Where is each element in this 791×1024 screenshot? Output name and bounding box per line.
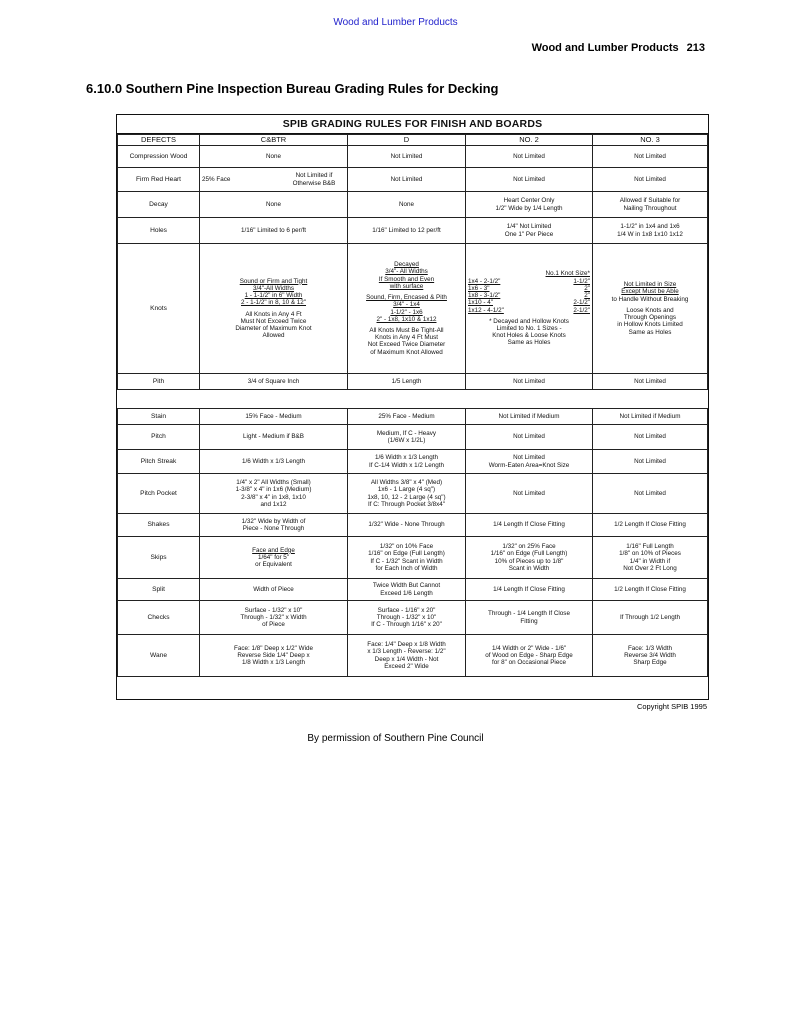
cell: [348, 244, 466, 374]
cell: [466, 244, 593, 374]
cell-line: Not Over 2 Ft Long: [623, 564, 677, 572]
cell: [466, 450, 593, 474]
defect-label: Wane: [118, 635, 200, 677]
table-row: [118, 192, 708, 218]
cell: [200, 635, 348, 677]
table-header-row: [118, 135, 708, 146]
cell-line: Fitting: [520, 617, 538, 625]
cell-line: Twice Width But Cannot: [372, 582, 441, 590]
cell-line: 3/4" - 1x4: [393, 301, 420, 309]
cell-line: 1/16" on Edge (Full Length): [490, 550, 568, 558]
cell-line: 1/32" on 10% Face: [379, 543, 434, 551]
cell: [466, 192, 593, 218]
cell-text: 25% Face: [202, 175, 231, 183]
cell-line: 1-1/2" - 1x6: [390, 308, 423, 316]
cell-line: 1x8 - 3-1/2": [468, 292, 501, 300]
cell-line: 1/64" for 5": [257, 553, 290, 561]
cell-line: of Wood on Edge - Sharp Edge: [485, 651, 573, 659]
cell: Width of Piece: [200, 579, 348, 601]
defect-label: Checks: [118, 601, 200, 635]
cell: [348, 601, 466, 635]
column-header-defects: DEFECTS: [118, 135, 200, 146]
cell-line: 3/4"-All Widths: [252, 284, 295, 292]
cell-line: 1/8" on 10% of Pieces: [619, 550, 681, 558]
cell-line: 2 - 1-1/2" in 8, 10 & 12": [240, 299, 307, 307]
column-header-cbtr: C&BTR: [200, 135, 348, 146]
table-row: [118, 218, 708, 244]
cell-line: 1/8 Width x 1/3 Length: [241, 659, 305, 667]
cell: 1/16" Limited to 6 per/ft: [200, 218, 348, 244]
cell-line: 1x6 - 3": [468, 284, 490, 292]
table-row: [118, 579, 708, 601]
knot-size-list: [468, 278, 590, 314]
cell: Not Limited: [466, 374, 593, 390]
cell: Not Limited: [593, 374, 708, 390]
cell-line: with surface: [389, 282, 424, 290]
cell-line: 1-3/8" x 4" in 1x6 (Medium): [235, 486, 312, 494]
cell-line: Medium, If C - Heavy: [376, 429, 437, 437]
column-header-d: D: [348, 135, 466, 146]
table-row: [118, 146, 708, 168]
cell-line: Through - 1/32" x 10": [376, 613, 437, 621]
cell-line: Same as Holes: [628, 328, 672, 336]
cell: 1/2 Length If Close Fitting: [593, 514, 708, 537]
cell-line: 1/4" Not Limited: [506, 223, 552, 231]
cell-line: Except Must be Able: [621, 288, 679, 296]
cell: [348, 425, 466, 450]
cell: [466, 218, 593, 244]
defect-label: Holes: [118, 218, 200, 244]
defect-label: Split: [118, 579, 200, 601]
table-row: [118, 514, 708, 537]
cell-line: 2-3/8" x 4" in 1x8, 1x10: [241, 493, 306, 501]
table-row: [118, 374, 708, 390]
cell-line: Not Exceed Twice Diameter: [367, 341, 446, 349]
cell-line: If C: Through Pocket 3/8x4": [367, 500, 446, 508]
cell-line: Allowed if Suitable for: [619, 197, 681, 205]
cell-line: 1/32" Wide by Width of: [241, 517, 306, 525]
cell: [200, 514, 348, 537]
cell-line: Same as Holes: [507, 339, 551, 347]
cell-line: Not Limited: [513, 454, 545, 462]
cell: [348, 579, 466, 601]
cell-line: to Handle Without Breaking: [611, 295, 689, 303]
cell-line: 1/2" Wide by 1/4 Length: [495, 204, 563, 212]
cell-line: of Piece: [262, 621, 285, 629]
cell-line: 3/4"- All Widths: [385, 268, 428, 276]
defect-label: Stain: [118, 409, 200, 425]
cell: [348, 537, 466, 579]
cell: Not Limited: [348, 168, 466, 192]
cell: 1/2 Length If Close Fitting: [593, 579, 708, 601]
defect-label: Knots: [118, 244, 200, 374]
cell-line: 2": [584, 292, 590, 300]
cell: Not Limited: [466, 425, 593, 450]
table-row: [118, 474, 708, 514]
cell-line: 2" - 1x8, 1x10 & 1x12: [376, 315, 437, 323]
cell-line: 1/4 W in 1x8 1x10 1x12: [617, 230, 683, 238]
cell-line: 1/16" Full Length: [626, 543, 674, 551]
cell: If Through 1/2 Length: [593, 601, 708, 635]
cell: Not Limited: [466, 168, 593, 192]
cell-line: Nailing Throughout: [623, 204, 677, 212]
cell-line: Surface - 1/16" x 20": [377, 606, 436, 614]
section-title: 6.10.0 Southern Pine Inspection Bureau Grading Rules for Decking: [86, 81, 499, 96]
cell-line: All Widths 3/8" x 4" (Med): [370, 479, 443, 487]
cell: [348, 474, 466, 514]
cell-line: 2-1/2": [573, 306, 590, 314]
cell: [593, 244, 708, 374]
cell-line: Reverse 3/4 Width: [624, 651, 676, 659]
cell: [593, 635, 708, 677]
cell: 1/5 Length: [348, 374, 466, 390]
cell-line: or Equivalent: [255, 561, 292, 569]
defect-label: Compression Wood: [118, 146, 200, 168]
top-link[interactable]: Wood and Lumber Products: [333, 17, 458, 28]
cell-line: Deep x 1/4 Width - Not: [374, 655, 439, 663]
grading-rules-figure: [116, 114, 709, 700]
table-row: [118, 537, 708, 579]
table-row: [118, 601, 708, 635]
cell-line: Limited to No. 1 Sizes -: [496, 324, 562, 332]
cell-line: in Hollow Knots Limited: [617, 321, 683, 329]
cell: [200, 537, 348, 579]
cell-line: and 1x12: [260, 500, 287, 508]
table-gap-row: [118, 390, 708, 409]
cell-line: 1/4" x 2" All Widths (Small): [236, 479, 311, 487]
cell-line: Must Not Exceed Twice: [240, 317, 307, 325]
cell-line: (1/6W x 1/2L): [387, 437, 426, 444]
cell-line: 1/16" on Edge (Full Length): [368, 550, 445, 558]
figure-caption: By permission of Southern Pine Council: [307, 733, 484, 744]
cell-line: Exceed 2" Wide: [384, 662, 429, 670]
cell-line: One 1" Per Piece: [504, 230, 554, 238]
cell: Not Limited: [593, 474, 708, 514]
cell-line: If C - Through 1/16" x 20": [371, 621, 442, 629]
cell: Not Limited: [593, 168, 708, 192]
table-row: [118, 168, 708, 192]
cell: 1/32" Wide - None Through: [348, 514, 466, 537]
cell-line: All Knots Must Be Tight-All: [369, 326, 444, 334]
cell: [200, 474, 348, 514]
table-row: [118, 450, 708, 474]
cell: Not Limited: [593, 146, 708, 168]
cell-line: Sound or Firm and Tight: [239, 277, 308, 285]
column-header-no2: NO. 2: [466, 135, 593, 146]
cell: 1/16" Limited to 12 per/ft: [348, 218, 466, 244]
defect-label: Pith: [118, 374, 200, 390]
cell-line: 1-1/2": [573, 277, 590, 285]
cell-line: If C - 1/32" Scant in Width: [370, 557, 443, 565]
cell-line: If Smooth and Even: [378, 275, 435, 283]
cell: Not Limited: [466, 474, 593, 514]
cell-line: 1 - 1-1/2" in 6" Width: [244, 292, 303, 300]
cell-line: 1x4 - 2-1/2": [468, 277, 501, 285]
cell: Not Limited: [593, 425, 708, 450]
running-head: [532, 42, 705, 54]
cell: 15% Face - Medium: [200, 409, 348, 425]
cell-line: Through - 1/32" x Width: [240, 613, 307, 621]
cell: 1/4 Length If Close Fitting: [466, 579, 593, 601]
cell-line: * Decayed and Hollow Knots: [489, 317, 569, 325]
cell-line: 10% of Pieces up to 1/8": [494, 557, 564, 565]
cell-line: Piece - None Through: [242, 525, 305, 532]
cell-line: Sound, Firm, Encased & Pith: [366, 294, 447, 302]
table-row: [118, 244, 708, 374]
grading-rules-table: [117, 134, 708, 677]
cell-text: Not Limited if Otherwise B&B: [292, 172, 336, 187]
cell: 1/6 Width x 1/3 Length: [200, 450, 348, 474]
defect-label: Firm Red Heart: [118, 168, 200, 192]
cell: [200, 244, 348, 374]
cell-line: Exceed 1/6 Length: [380, 589, 433, 597]
cell-line: Face: 1/8" Deep x 1/2" Wide: [233, 644, 314, 652]
cell-line: Worm-Eaten Area=Knot Size: [488, 461, 570, 469]
cell-line: Allowed: [262, 332, 285, 340]
cell: [466, 635, 593, 677]
defect-label: Decay: [118, 192, 200, 218]
cell: None: [200, 146, 348, 168]
table-row: [118, 635, 708, 677]
cell: [200, 601, 348, 635]
cell-line: Knots in Any 4 Ft Must: [375, 334, 438, 342]
cell-line: 1x10 - 4": [468, 299, 493, 307]
running-title: Wood and Lumber Products: [531, 42, 679, 54]
cell: None: [348, 192, 466, 218]
cell: [348, 450, 466, 474]
cell: [593, 218, 708, 244]
cell-line: Knot Holes & Loose Knots: [492, 332, 566, 340]
cell: [466, 601, 593, 635]
cell-line: Through - 1/4 Length If Close: [488, 610, 570, 618]
cell-line: for Each Inch of Width: [375, 564, 438, 572]
cell-line: 1x12 - 4-1/2": [468, 306, 504, 314]
cell-line: 1x6 - 1 Large (4 sq"): [377, 486, 436, 494]
cell: Not Limited if Medium: [593, 409, 708, 425]
cell-line: Surface - 1/32" x 10": [244, 606, 303, 614]
column-header-no3: NO. 3: [593, 135, 708, 146]
cell: Not Limited: [348, 146, 466, 168]
page-number: 213: [686, 42, 705, 54]
cell-line: Loose Knots and: [626, 306, 674, 314]
cell: 3/4 of Square Inch: [200, 374, 348, 390]
cell-line: Not Limited in Size: [623, 281, 677, 289]
cell-line: Scant in Width: [508, 564, 550, 572]
defect-label: Shakes: [118, 514, 200, 537]
cell-line: No.1 Knot Size*: [545, 270, 590, 278]
cell: Not Limited: [593, 450, 708, 474]
defect-label: Pitch Pocket: [118, 474, 200, 514]
cell-line: for 8" on Occasional Piece: [492, 659, 566, 667]
cell: Not Limited if Medium: [466, 409, 593, 425]
cell: Not Limited: [466, 146, 593, 168]
defect-label: Skips: [118, 537, 200, 579]
cell-line: Heart Center Only: [503, 197, 555, 205]
cell-line: Face and Edge: [252, 546, 295, 554]
defect-label: Pitch: [118, 425, 200, 450]
cell: [466, 537, 593, 579]
cell-line: Sharp Edge: [633, 659, 667, 667]
cell: [593, 192, 708, 218]
cell-line: 1/32" on 25% Face: [502, 543, 556, 551]
cell: None: [200, 192, 348, 218]
cell-line: Face: 1/4" Deep x 1/8 Width: [367, 641, 446, 649]
cell-line: 1x8, 10, 12 - 2 Large (4 sq"): [367, 493, 446, 501]
cell-line: Reverse Side 1/4" Deep x: [237, 651, 310, 659]
cell-line: x 1/3 Length - Reverse: 1/2": [367, 648, 446, 656]
cell: [593, 537, 708, 579]
cell: 25% Face - Medium: [348, 409, 466, 425]
cell: Light - Medium if B&B: [200, 425, 348, 450]
cell: [200, 168, 348, 192]
cell-line: 1-1/2" in 1x4 and 1x6: [620, 223, 680, 231]
cell: [348, 635, 466, 677]
cell: 1/4 Length If Close Fitting: [466, 514, 593, 537]
cell-line: If C-1/4 Width x 1/2 Length: [369, 461, 444, 469]
figure-copyright: Copyright SPIB 1995: [636, 702, 707, 711]
cell-line: of Maximum Knot Allowed: [370, 348, 443, 356]
table-row: [118, 409, 708, 425]
table-row: [118, 425, 708, 450]
figure-title: SPIB GRADING RULES FOR FINISH AND BOARDS: [117, 115, 708, 134]
cell-line: 2": [584, 284, 590, 292]
defect-label: Pitch Streak: [118, 450, 200, 474]
cell-line: Face: 1/3 Width: [627, 644, 673, 652]
cell-line: Decayed: [394, 261, 419, 269]
cell-line: 2-1/2": [573, 299, 590, 307]
cell-line: 1/4" in Width if: [629, 557, 671, 565]
cell-line: Diameter of Maximum Knot: [235, 324, 312, 332]
cell-line: 1/6 Width x 1/3 Length: [374, 454, 438, 462]
cell-line: All Knots in Any 4 Ft: [245, 310, 302, 318]
cell-line: Through Openings: [623, 314, 677, 322]
cell-line: 1/4 Width or 2" Wide - 1/6": [491, 644, 567, 652]
